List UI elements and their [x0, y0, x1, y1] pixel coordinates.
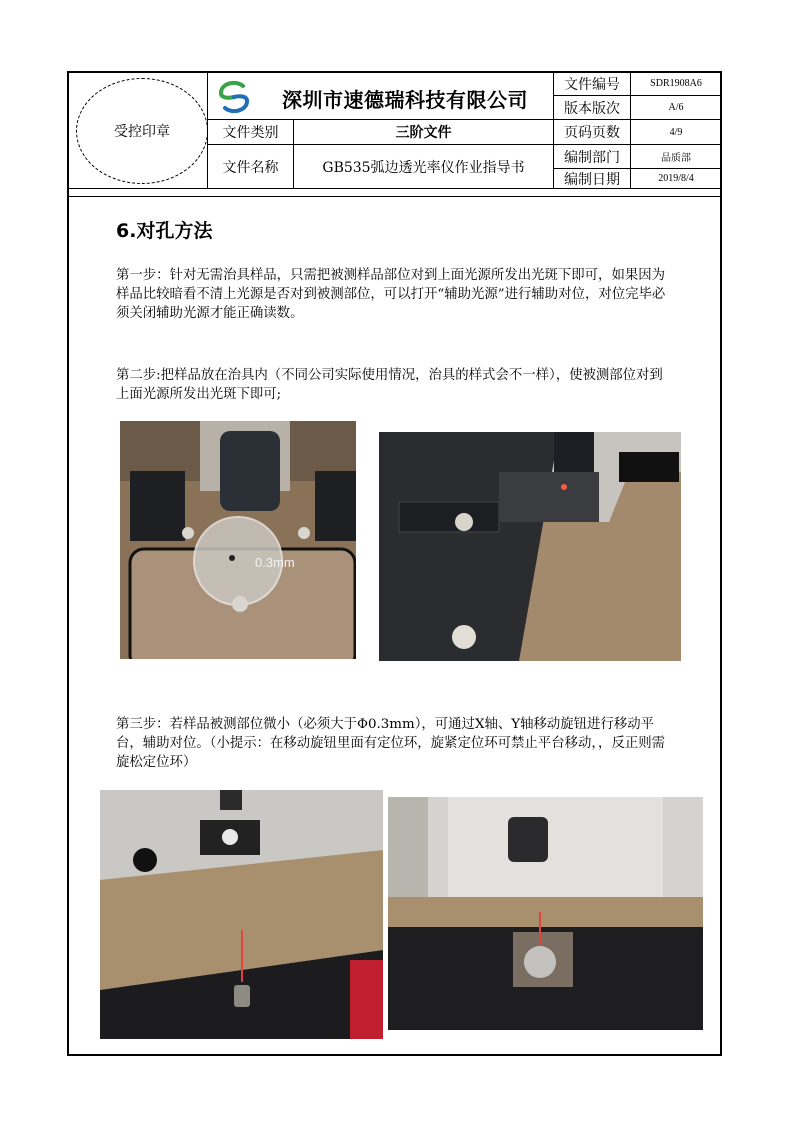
photo-y-axis-knob — [388, 797, 703, 1030]
company-logo-icon — [216, 80, 252, 114]
meta-value-department: 品质部 — [661, 153, 691, 164]
header-bottom-rule-2 — [67, 196, 722, 197]
doc-type-label: 文件类别 — [222, 125, 279, 141]
meta-label-date: 编制日期 — [564, 171, 620, 188]
doc-name-value: GB535弧边透光率仪作业指导书 — [322, 159, 525, 176]
meta-value-date: 2019/8/4 — [658, 173, 694, 184]
header-bottom-rule — [67, 188, 722, 189]
meta-label-department: 编制部门 — [564, 149, 620, 166]
step1-paragraph: 第一步：针对无需治具样品，只需把被测样品部位对到上面光源所发出光斑下即可，如果因为样品比较暗看不清上光源是否对到被测部位，可以打开“辅助光源”进行辅助对位，对位完毕必须关闭辅助光源才能正确读数。 — [116, 268, 666, 321]
controlled-stamp — [76, 78, 208, 184]
photo-sample-alignment — [120, 421, 356, 659]
company-name: 深圳市速德瑞科技有限公司 — [282, 88, 528, 112]
meta-value-version: A/6 — [668, 102, 684, 113]
step2-paragraph: 第二步:把样品放在治具内（不同公司实际使用情况，治具的样式会不一样），使被测部位对到上面光源所发出光斑下即可; — [116, 368, 663, 402]
meta-label-page: 页码页数 — [564, 125, 620, 141]
stamp-label: 受控印章 — [114, 124, 170, 140]
step3-paragraph: 第三步：若样品被测部位微小（必须大于Φ0.3mm），可通过X轴、Y轴移动旋钮进行移动平台，辅助对位。（小提示：在移动旋钮里面有定位环，旋紧定位环可禁止平台移动，，反正则需旋松定位环） — [116, 717, 666, 770]
meta-value-doc-number: SDR1908A6 — [650, 78, 702, 89]
doc-name-label: 文件名称 — [222, 159, 279, 176]
meta-label-version: 版本版次 — [564, 100, 620, 117]
photo-x-axis-knob — [100, 790, 383, 1039]
doc-type-value: 三阶文件 — [395, 125, 452, 141]
photo1-annotation: 0.3mm — [255, 555, 295, 570]
section-title: 6.对孔方法 — [116, 220, 213, 242]
meta-label-doc-number: 文件编号 — [564, 76, 620, 93]
photo-fixture — [379, 432, 681, 661]
meta-value-page: 4/9 — [669, 126, 683, 138]
